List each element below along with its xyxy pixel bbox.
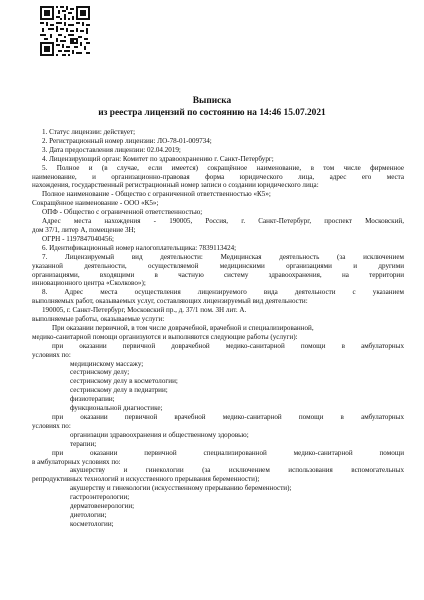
service-item: акушерству и гинекологии (искусственному прерыванию беременности);	[70, 484, 292, 493]
activity-line: организациями, входящими в частную систему здравоохранения, на территории	[32, 270, 404, 279]
service-item: сестринскому делу в педиатрии;	[70, 386, 168, 395]
full-name-line: Полное наименование - Общество с ограниченной ответственностью «К5»;	[42, 190, 271, 199]
work-address-line: 8. Адрес места осуществления лицензируемого вида деятельности с указанием	[42, 288, 404, 297]
ogrn-line: ОГРН - 1197847040456;	[42, 234, 115, 243]
activity-line: 7. Лицензируемый вид деятельности: Медицинская деятельность (за исключением	[42, 252, 404, 261]
service-item: медицинскому массажу;	[70, 359, 144, 368]
license-status-line: 1. Статус лицензии: действует;	[42, 128, 136, 136]
qr-code	[40, 6, 90, 56]
work-address-line: выполняемых работ, оказываемых услуг, составляющих лицензируемый вид деятельности:	[32, 297, 308, 306]
address-line: дом 37/1, литер А, помещение 3Н;	[32, 225, 136, 234]
short-name-line: Сокращённое наименование - ООО «К5»;	[32, 199, 159, 208]
activity-line: указанной деятельности, осуществляемой медицинскими организациями и другими	[32, 261, 404, 270]
service-item: сестринскому делу;	[70, 368, 130, 377]
service-item: диетологии;	[70, 510, 107, 519]
care-category-line: при оказании первичной специализированной медико-санитарной помощи	[52, 448, 404, 457]
care-category-line: условиях по:	[32, 350, 71, 359]
text-line: 5. Полное и (в случае, если имеется) сокращённое наименование, в том числе фирменное	[42, 163, 404, 172]
text-line: нахождения, государственный регистрационный номер записи о создании юридического лица:	[32, 181, 319, 190]
document-subtitle: из реестра лицензий по состоянию на 14:46 15.07.2021	[98, 108, 326, 118]
service-item: косметологии;	[70, 519, 114, 528]
care-category-line: при оказании первичной доврачебной медико-санитарной помощи в амбулаторных	[52, 341, 404, 350]
service-item: репродуктивных технологий и искусственного прерывания беременности);	[32, 475, 260, 484]
work-address-line: 190005, г. Санкт-Петербург, Московский пр., д. 37/1 пом. 3Н лит. А.	[42, 306, 247, 315]
registration-number-line: 2. Регистрационный номер лицензии: ЛО-78-01-009734;	[42, 136, 212, 145]
services-heading: выполняемые работы, оказываемые услуги:	[32, 315, 165, 324]
text-line: При оказании первичной, в том числе доврачебной, врачебной и специализированной,	[52, 323, 314, 332]
activity-line: инновационного центра «Сколково»);	[32, 279, 146, 288]
text-line: наименование, и организационно-правовая форма юридического лица, адрес его места	[32, 172, 404, 181]
service-item: физиотерапии;	[70, 395, 115, 404]
address-line: Адрес места нахождения - 190005, Россия, г. Санкт-Петербург, проспект Московский,	[42, 217, 404, 226]
text-line: медико-санитарной помощи организуются и выполняются следующие работы (услуги):	[32, 332, 298, 341]
inn-line: 6. Идентификационный номер налогоплательщика: 7839113424;	[42, 243, 237, 252]
service-item: терапии;	[70, 439, 97, 448]
document-body	[32, 128, 404, 529]
legal-form-line: ОПФ - Общество с ограниченной ответственностью;	[42, 208, 203, 217]
care-category-line: в амбулаторных условиях по:	[32, 457, 121, 466]
issue-date-line: 3. Дата предоставления лицензии: 02.04.2019;	[42, 145, 181, 154]
service-item: дерматовенерологии;	[70, 502, 135, 511]
service-item: сестринскому делу в косметологии;	[70, 377, 178, 386]
care-category-line: условиях по:	[32, 421, 71, 430]
service-item: акушерству и гинекологии (за исключением использования вспомогательных	[70, 466, 404, 475]
licensing-authority-line: 4. Лицензирующий орган: Комитет по здравоохранению г. Санкт-Петербург;	[42, 154, 274, 163]
service-item: гастроэнтерологии;	[70, 493, 130, 502]
document-title: Выписка	[192, 96, 232, 106]
service-item: организации здравоохранения и общественному здоровью;	[70, 430, 249, 439]
service-item: функциональной диагностике;	[70, 404, 163, 413]
care-category-line: при оказании первичной врачебной медико-санитарной помощи в амбулаторных	[52, 413, 404, 421]
